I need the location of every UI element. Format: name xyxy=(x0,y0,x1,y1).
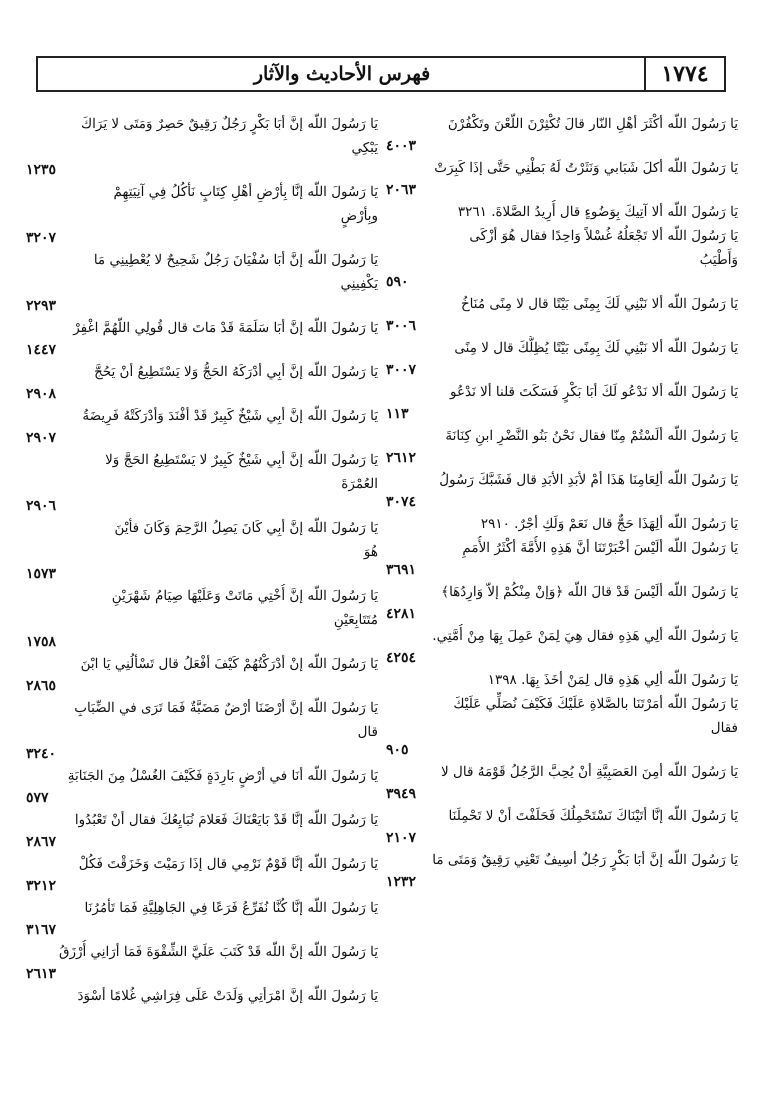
entry-text: يَا رَسُولَ اللّه ألَيْسَ أخْبَرْتَنَا أنَّ هَذِهِ الأُمَّةَ أكْثَرُ الأُمَمِ xyxy=(462,540,738,556)
entry-text: وبِأرْضٍ xyxy=(340,208,378,224)
hadith-number: ١٢٣٥ xyxy=(26,162,57,178)
entry-text: يَا رَسُولَ اللّه ألا تَجْعَلُهُ غُسْلاً وَاحِدًا فقال هُوَ أزْكَى xyxy=(469,228,738,244)
entry-text: يَا رَسُولَ اللّه إنَّا بِأرْضِ أهْلِ كِتَابٍ نَأكُلُ فِي آنِيَتِهِمْ xyxy=(113,184,378,200)
entry-text: يَا رَسُولَ اللّه إنَّا كُنَّا نُفَرِّعُ فَرَعًا فِي الجَاهِلِيَّةِ فَمَا تَأمُرُنَا xyxy=(84,900,378,916)
entry-text: قال xyxy=(357,724,378,740)
index-entry xyxy=(378,380,738,424)
index-entry xyxy=(18,808,378,852)
entry-text: يَا رَسُولَ اللّه إنَّ أبَا بَكْرٍ رَجُلٌ أسِيفٌ تَعْنِي رَقِيقٌ وَمَتَى مَا xyxy=(432,852,738,868)
hadith-number: ٣٠٠٧ xyxy=(386,362,417,378)
index-entry xyxy=(18,984,378,1008)
entry-text: يَا رَسُولَ اللّه ألَسْتُمْ مِنّا فقال نَحْنُ بَنُو النَّضْرِ ابنِ كِنَانَةَ xyxy=(445,428,738,444)
index-entry xyxy=(378,668,738,692)
entry-text: فقال xyxy=(710,720,738,736)
index-entry xyxy=(18,696,378,764)
index-entry xyxy=(18,516,378,584)
entry-text: يَا رَسُولَ اللّه إنَّ أبَا بَكْرٍ رَجُلٌ رَقِيقٌ حَصِرٌ وَمَتَى لا يَرَاكَ xyxy=(81,116,378,132)
entry-text: يَا رَسُولَ اللّه ألِعَامِنَا هَذَا أمْ لأبَدِ الأبَدِ قال فَشَبَّكَ رَسُولُ xyxy=(439,472,738,488)
hadith-number: ٥٧٧ xyxy=(26,790,49,806)
index-entry xyxy=(378,624,738,668)
hadith-number: ٢٨٦٥ xyxy=(26,678,57,694)
index-entry xyxy=(378,848,738,892)
hadith-number: ٢٩٠٦ xyxy=(26,498,57,514)
hadith-number: ٣٢٤٠ xyxy=(26,746,57,762)
entry-text: يَا رَسُولَ اللّه أمَرْتَنَا بالصَّلاةِ عَلَيْكَ فَكَيْفَ نُصَلِّي عَلَيْكَ xyxy=(453,696,738,712)
hadith-number: ٢١٠٧ xyxy=(386,830,417,846)
entry-text: يَا رَسُولَ اللّه إنَّ أبِي شَيْخٌ كَبِيرٌ لا يَسْتَطِيعُ الحَجَّ وَلا xyxy=(105,452,378,468)
hadith-number: ٩٠٥ xyxy=(386,742,409,758)
index-entry xyxy=(18,248,378,316)
entry-text: يَكْفِينِي xyxy=(340,276,378,292)
index-entry xyxy=(378,424,738,468)
index-entry xyxy=(378,156,738,200)
index-entry xyxy=(18,940,378,984)
index-entry xyxy=(18,764,378,808)
entry-text: يَا رَسُولَ اللّه إنَّ أرْضَنَا أرْضٌ مَضَبَّةٌ فَمَا تَرَى في الضِّبَابِ xyxy=(74,700,378,716)
index-entry xyxy=(378,224,738,292)
entry-text: يَا رَسُولَ اللّه ألا نَبْنِي لَكَ بِمِنًى بَيْتًا قال لا مِنًى مُنَاخُ xyxy=(460,296,738,312)
index-entry xyxy=(378,692,738,760)
hadith-number: ٣٠٧٤ xyxy=(386,494,417,510)
hadith-number: ٤٢٥٤ xyxy=(386,650,417,666)
index-entry xyxy=(18,448,378,516)
entry-text: يَا رَسُولَ اللّه ألا نَبْنِي لَكَ بِمِنًى بَيْتًا يُظِلُّكَ قال لا مِنًى xyxy=(454,340,738,356)
entry-text: يَا رَسُولَ اللّه إنَّا قَدْ بَايَعْنَاكَ فَعَلامَ نُبَايِعُكَ فقال أنْ تَعْبُدُوا xyxy=(74,812,378,828)
entry-text: يَبْكِي xyxy=(351,140,378,156)
index-entry xyxy=(18,652,378,696)
index-entry xyxy=(378,468,738,512)
entry-text: يَا رَسُولَ اللّه إنَّ أبِي أدْرَكَهُ الحَجُّ وَلا يَسْتَطِيعُ أنْ يَحُجَّ xyxy=(94,364,378,380)
entry-text: يَا رَسُولَ اللّه أنَا في أرْضٍ بَارِدَةٍ فَكَيْفَ الغُسْلُ مِنَ الجَنَابَةِ xyxy=(67,768,378,784)
index-entry xyxy=(18,180,378,248)
entry-text: وَأَطْيَبُ xyxy=(699,252,738,268)
hadith-number: ١٤٤٧ xyxy=(26,342,57,358)
entry-text: يَا رَسُولَ اللّه إنَّ أُخْتِي مَاتَتْ وَعَلَيْهَا صِيَامُ شَهْرَيْنِ xyxy=(111,588,378,604)
index-entry xyxy=(378,512,738,536)
index-entry xyxy=(18,404,378,448)
entry-text: يَا رَسُولَ اللّه إنَّ أبَا سُفْيَانَ رَجُلٌ شَحِيحٌ لا يُعْطِينِي مَا xyxy=(93,252,378,268)
index-entry xyxy=(18,112,378,180)
entry-text: هُوَ xyxy=(363,544,378,560)
left-column xyxy=(18,112,378,1072)
hadith-number: ٣٠٠٦ xyxy=(386,318,417,334)
page-title: فهرس الأحاديث والآثار xyxy=(253,63,431,85)
hadith-number: ٢٦١٢ xyxy=(386,450,417,466)
entry-text: يَا رَسُولَ اللّه أكْثَرَ أهْلِ النّار قالَ تُكْثِرْنَ اللّعْنَ وتَكْفُرْنَ xyxy=(447,116,738,132)
index-entry xyxy=(18,896,378,940)
index-entry xyxy=(18,852,378,896)
right-column xyxy=(378,112,738,1072)
index-entry xyxy=(378,200,738,224)
entry-text: يَا رَسُولَ اللّه ألا نَدْعُو لَكَ أبَا بَكْرٍ فَسَكَتَ قلنا ألا نَدْعُو xyxy=(450,384,738,400)
entry-text: يَا رَسُولَ اللّه أمِنَ العَصَبِيَّةِ أنْ يُحِبَّ الرَّجُلُ قَوْمَهُ قال لا xyxy=(441,764,738,780)
index-entry xyxy=(378,804,738,848)
hadith-number: ١١٣ xyxy=(386,406,409,422)
page-number: ١٧٧٤ xyxy=(644,58,724,90)
hadith-number: ٢٩٠٨ xyxy=(26,386,57,402)
hadith-number: ١٧٥٨ xyxy=(26,634,57,650)
entry-text: يَا رَسُولَ اللّه إنَّا أتَيْنَاكَ نَسْتَحْمِلُكَ فَحَلَفْتَ أنْ لا تَحْمِلَنَا xyxy=(448,808,738,824)
hadith-number: ٣٩٤٩ xyxy=(386,786,417,802)
hadith-number: ٤٢٨١ xyxy=(386,606,417,622)
index-entry xyxy=(378,580,738,624)
entry-text: يَا رَسُولَ اللّه إنَّ أبَا سَلَمَةَ قَدْ مَاتَ قال قُولِي اللّهُمَّ اغْفِرْ xyxy=(73,320,378,336)
entry-text: يَا رَسُولَ اللّه ألا آتِيكَ بِوَضُوءٍ قال أُرِيدُ الصَّلاةَ. ٣٢٦١ xyxy=(457,204,738,220)
entry-text: مُتَتَابِعَيْنِ xyxy=(333,612,378,628)
entry-text: يَا رَسُولَ اللّه إنَّ أبِي شَيْخٌ كَبِيرٌ قَدْ أفْنَدَ وَأدْرَكَتْهُ فَرِيضَةُ xyxy=(82,408,378,424)
index-entry xyxy=(378,760,738,804)
hadith-number: ٢٨٦٧ xyxy=(26,834,57,850)
entry-text: يَا رَسُولَ اللّه أكلَ شَبَابي وَنَثَرْتُ لَهُ بَطْنِي حَتَّى إذَا كَبِرَتْ xyxy=(434,160,738,176)
entry-text: يَا رَسُولَ اللّه إنَّ اللّه قَدْ كَتَبَ عَلَيَّ الشِّقْوَةَ فَمَا أرَانِي أُرْزَقُ xyxy=(58,944,378,960)
hadith-number: ٢٠٦٣ xyxy=(386,182,417,198)
hadith-number: ٥٩٠ xyxy=(386,274,409,290)
index-entry xyxy=(18,316,378,360)
hadith-number: ١٥٧٣ xyxy=(26,566,57,582)
hadith-number: ٣٢١٢ xyxy=(26,878,57,894)
entry-text: يَا رَسُولَ اللّه إنَّ أبِي كَانَ يَصِلُ الرَّحِمَ وَكَانَ فأيْنَ xyxy=(114,520,378,536)
entry-text: يَا رَسُولَ اللّه ألِي هَذِهِ قال لِمَنْ أخَذَ بِهَا. ١٣٩٨ xyxy=(487,672,738,688)
index-entry xyxy=(18,360,378,404)
hadith-number: ٣٢٠٧ xyxy=(26,230,57,246)
index-entry xyxy=(378,112,738,156)
hadith-number: ٤٠٠٣ xyxy=(386,138,417,154)
entry-text: يَا رَسُولَ اللّه إنَّا قَوْمٌ نَرْمِي قال إذَا رَمَيْتَ وَخَزَقْتَ فَكُلْ xyxy=(78,856,378,872)
page-header xyxy=(36,56,726,92)
index-entry xyxy=(378,536,738,580)
entry-text: يَا رَسُولَ اللّه إنْ أدْرَكْتُهُمْ كَيْفَ أفْعَلُ قال تَسْألُنِي يَا ابْنَ xyxy=(80,656,378,672)
index-entry xyxy=(378,336,738,380)
entry-text: يَا رَسُولَ اللّه ألِهَذَا حَجٌّ قال نَعَمْ وَلَكِ أجْرٌ. ٢٩١٠ xyxy=(480,516,738,532)
entry-text: يَا رَسُولَ اللّه ألَيْسَ قَدْ قالَ اللّه ﴿وَإنْ مِنْكُمْ إلاّ وَارِدُهَا﴾ xyxy=(441,584,738,600)
hadith-number: ٣٦٩١ xyxy=(386,562,417,578)
entry-text: يَا رَسُولَ اللّه ألِي هَذِهِ فقال هِيَ لِمَنْ عَمِلَ بِهَا مِنْ أُمَّتِي. xyxy=(432,628,738,644)
entry-text: يَا رَسُولَ اللّه إنَّ امْرَأتِي وَلَدَتْ عَلَى فِرَاشِي غُلامًا أسْوَدَ xyxy=(77,988,378,1004)
entry-text: العُمْرَةَ xyxy=(341,476,378,492)
hadith-number: ٢٦١٣ xyxy=(26,966,57,982)
hadith-number: ٢٢٩٣ xyxy=(26,298,57,314)
index-entry xyxy=(378,292,738,336)
index-entry xyxy=(18,584,378,652)
hadith-number: ١٢٣٢ xyxy=(386,874,417,890)
hadith-number: ٣١٦٧ xyxy=(26,922,57,938)
hadith-number: ٢٩٠٧ xyxy=(26,430,57,446)
